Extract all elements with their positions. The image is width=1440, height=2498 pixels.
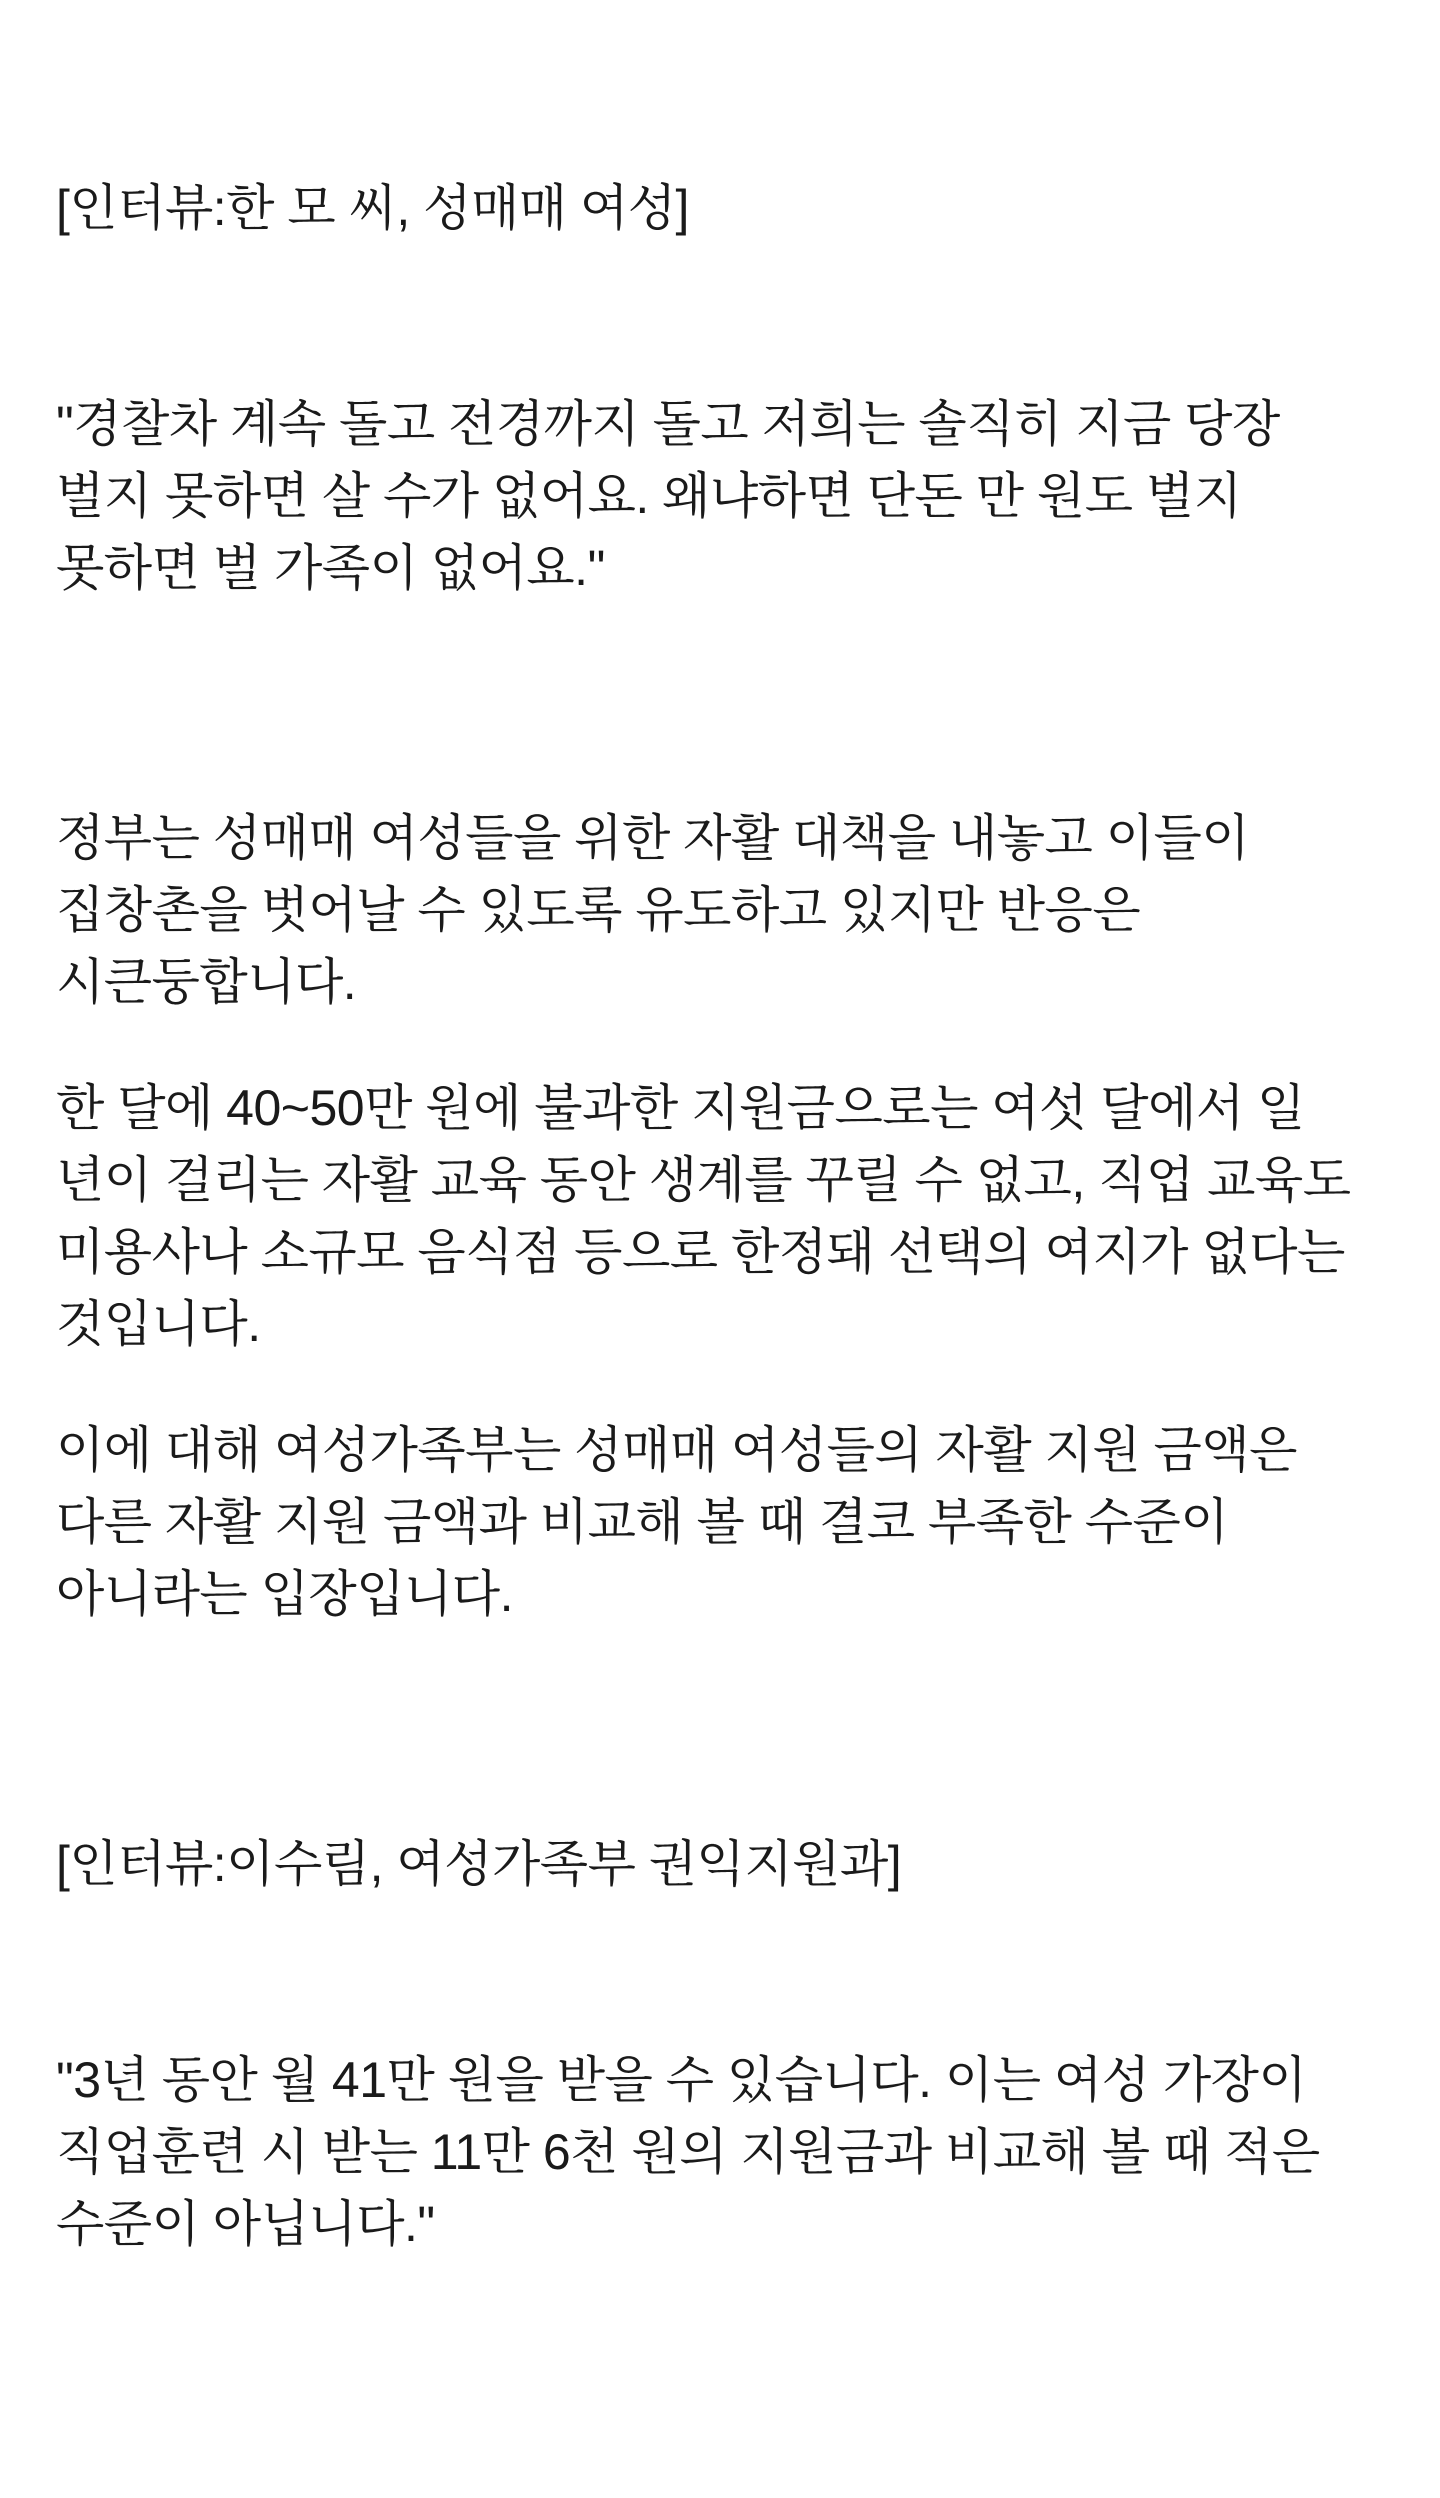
interview-speaker: [인터뷰:이수림, 여성가족부 권익지원과] bbox=[56, 1836, 902, 1892]
interview-speaker: [인터뷰:한 모 씨, 성매매 여성] bbox=[56, 180, 689, 236]
interview-block bbox=[56, 28, 1384, 748]
interview-quote: "경찰차 계속 돌고 전경까지 돌고 저희는 솔직히 지금 당장 벌지 못하면 살 수가 없어요. 왜냐하면 단돈 만 원도 벌지 못하면 벌 가족이 없어요." bbox=[56, 396, 1294, 596]
interview-quote: "3년 동안 월 41만 원을 받을 수 있습니다. 이는 여성 가장이 직업훈련 시 받는 11만 6천 원의 지원금과 비교해 볼 때 적은 수준이 아닙니다." bbox=[56, 2052, 1334, 2252]
article-paragraph: 정부는 성매매 여성들을 위한 자활 대책을 내놓고 이들이 집창촌을 벗어날 수 있도록 유도하고 있지만 반응은 시큰둥합니다. bbox=[56, 810, 1263, 1010]
article-paragraph: 이에 대해 여성가족부는 성매매 여성들의 자활 지원 금액은 다른 자활 지원 금액과 비교해 볼 때 결코 부족한 수준이 아니라는 입장입니다. bbox=[56, 1422, 1311, 1622]
interview-block bbox=[56, 1684, 1384, 2404]
article-paragraph: 한 달에 40~50만 원에 불과한 지원금으로는 여섯 달에서 일 년이 걸리는 자활 교육 동안 생계를 꾸릴 수 없고, 직업 교육도 미용사나 소규모 음식점 등으로 한정돼 선택의 여지가 없다는 것입니다. bbox=[56, 1080, 1364, 1352]
